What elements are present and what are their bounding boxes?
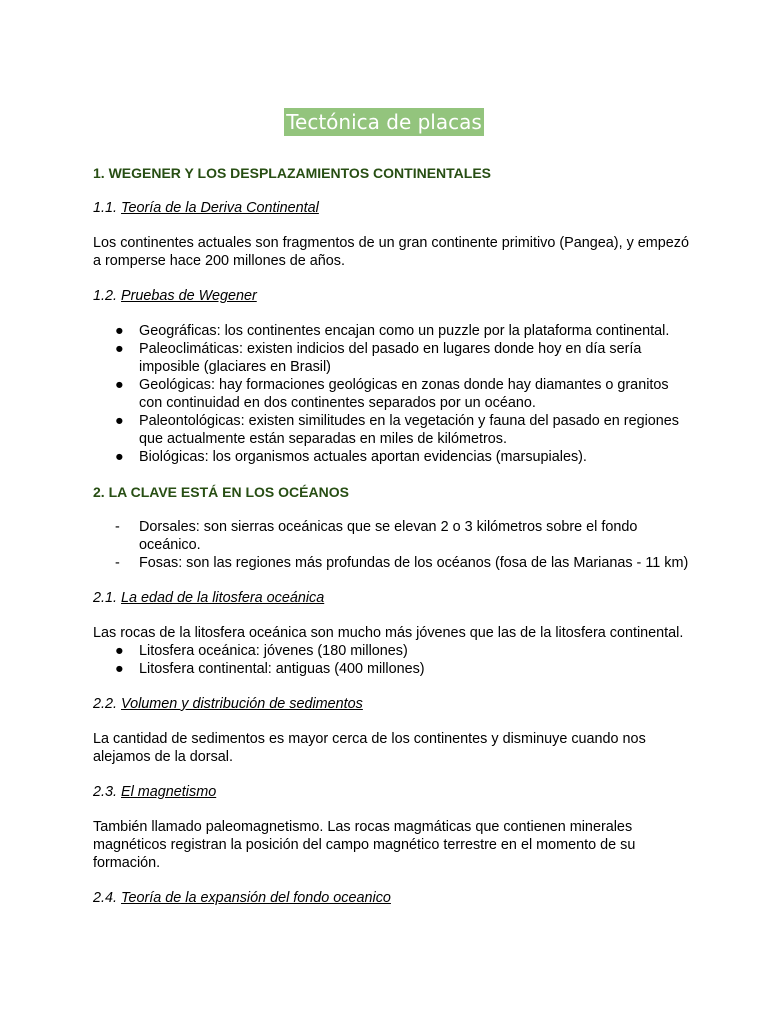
- paragraph-magnetism: También llamado paleomagnetismo. Las rocas magmáticas que contienen minerales magnéticos registran la posición del campo magnético terrestre en el momento de su formación.: [93, 819, 636, 871]
- subsection-2-3-heading: 2.3. El magnetismo: [93, 784, 217, 800]
- document-title: Tectónica de placas: [286, 110, 482, 134]
- paragraph-sediments: La cantidad de sedimentos es mayor cerca de los continentes y disminuye cuando nos alejamos de la dorsal.: [93, 731, 646, 765]
- subsection-2-2-heading: 2.2. Volumen y distribución de sedimentos: [93, 696, 363, 712]
- document-body: [93, 164, 693, 907]
- list-item: - Fosas: son las regiones más profundas de los océanos (fosa de las Marianas - 11 km): [115, 555, 689, 571]
- lithosphere-age-list: [93, 642, 693, 678]
- list-item: ● Paleoclimáticas: existen indicios del pasado en lugares donde hoy en día sería imposible (glaciares en Brasil): [115, 341, 642, 375]
- subsection-2-4-heading: 2.4. Teoría de la expansión del fondo oceanico: [93, 890, 391, 906]
- section-2-heading: 2. LA CLAVE ESTÁ EN LOS OCÉANOS: [93, 484, 349, 500]
- list-item: ● Biológicas: los organismos actuales aportan evidencias (marsupiales).: [115, 449, 587, 465]
- list-item: ● Litosfera continental: antiguas (400 millones): [115, 661, 425, 677]
- subsection-1-1-heading: 1.1. Teoría de la Deriva Continental: [93, 200, 319, 216]
- list-item: ● Litosfera oceánica: jóvenes (180 millones): [115, 643, 408, 659]
- subsection-2-1-heading: 2.1. La edad de la litosfera oceánica: [93, 590, 325, 606]
- paragraph-pangea: Los continentes actuales son fragmentos de un gran continente primitivo (Pangea), y empezó a romperse hace 200 millones de años.: [93, 235, 689, 269]
- section-1-heading: 1. WEGENER Y LOS DESPLAZAMIENTOS CONTINENTALES: [93, 165, 492, 181]
- wegener-evidence-list: [93, 322, 693, 466]
- list-item: ● Geológicas: hay formaciones geológicas en zonas donde hay diamantes o granitos con continuidad en dos continentes separados por un océano.: [115, 377, 669, 411]
- ocean-features-list: [93, 518, 693, 572]
- list-item: - Dorsales: son sierras oceánicas que se elevan 2 o 3 kilómetros sobre el fondo oceánico.: [115, 519, 638, 553]
- list-item: ● Paleontológicas: existen similitudes en la vegetación y fauna del pasado en regiones que actualmente están separadas en miles de kilómetros.: [115, 413, 680, 447]
- subsection-1-2-heading: 1.2. Pruebas de Wegener: [93, 288, 257, 304]
- list-item: ● Geográficas: los continentes encajan como un puzzle por la plataforma continental.: [115, 323, 670, 339]
- paragraph-lithosphere-age: Las rocas de la litosfera oceánica son mucho más jóvenes que las de la litosfera continental.: [93, 625, 684, 641]
